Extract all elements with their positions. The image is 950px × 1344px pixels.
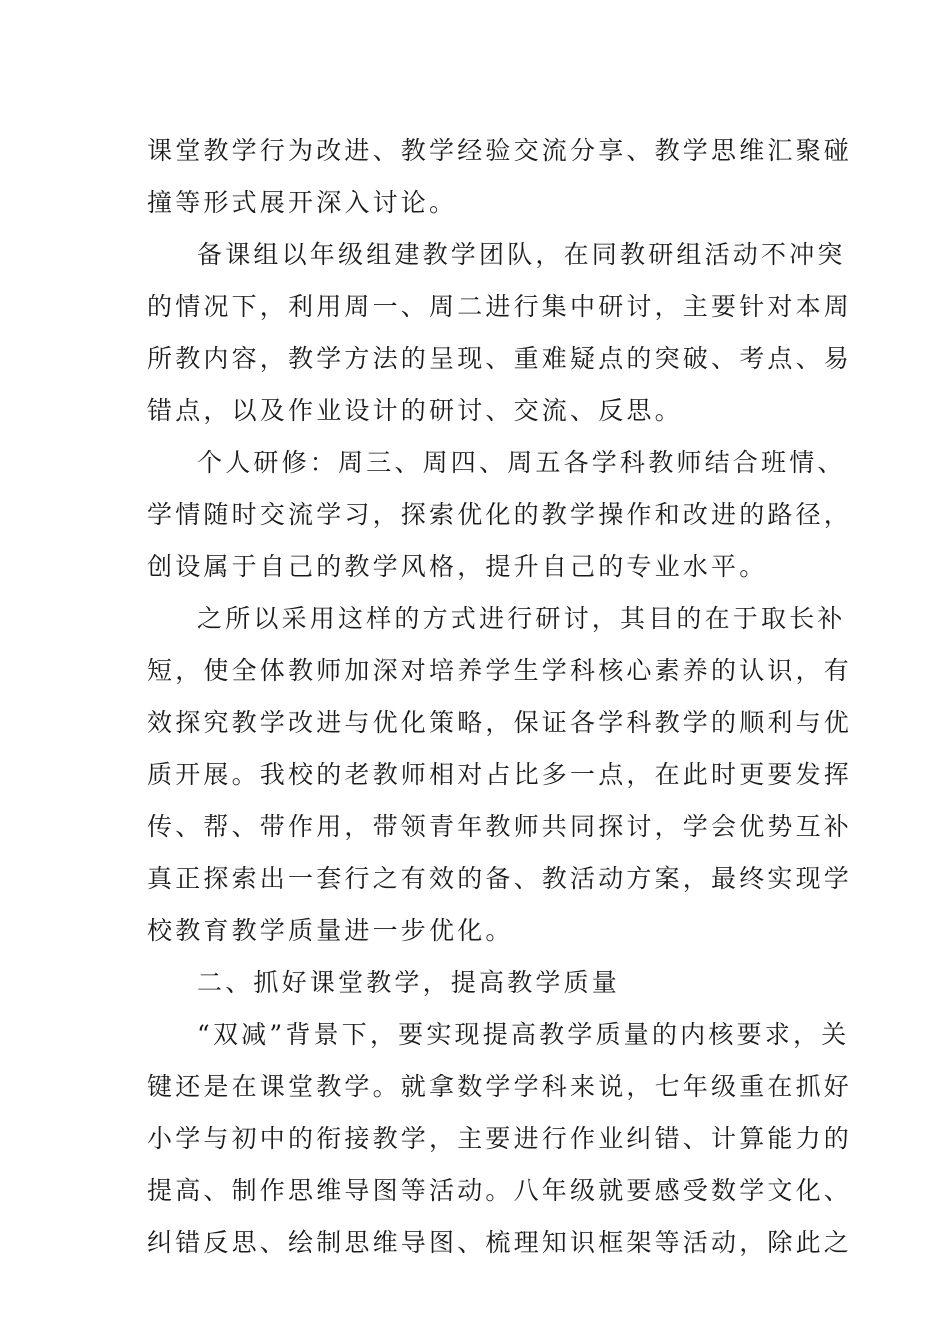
text-line: 效探究教学改进与优化策略，保证各学科教学的顺利与优	[147, 708, 853, 737]
text-line: 键还是在课堂教学。就拿数学学科来说，七年级重在抓好	[147, 1072, 853, 1101]
section-heading: 二、抓好课堂教学，提高教学质量	[197, 968, 621, 997]
paragraph-first-line: “双减”背景下，要实现提高教学质量的内核要求，关	[197, 1020, 850, 1049]
text-line: 传、帮、带作用，带领青年教师共同探讨，学会优势互补	[147, 812, 853, 841]
text-line: 真正探索出一套行之有效的备、教活动方案，最终实现学	[147, 864, 853, 893]
text-line: 错点，以及作业设计的研讨、交流、反思。	[147, 396, 683, 425]
text-line: 短，使全体教师加深对培养学生学科核心素养的认识，有	[147, 656, 853, 685]
text-line: 所教内容，教学方法的呈现、重难疑点的突破、考点、易	[147, 344, 853, 373]
text-line: 提高、制作思维导图等活动。八年级就要感受数学文化、	[147, 1176, 853, 1205]
text-line: 质开展。我校的老教师相对占比多一点，在此时更要发挥	[147, 760, 853, 789]
text-line: 小学与初中的衔接教学，主要进行作业纠错、计算能力的	[147, 1124, 853, 1153]
text-line: 创设属于自己的教学风格，提升自己的专业水平。	[147, 552, 768, 581]
text-line: 学情随时交流学习，探索优化的教学操作和改进的路径，	[147, 500, 853, 529]
paragraph-first-line: 之所以采用这样的方式进行研讨，其目的在于取长补	[197, 604, 846, 633]
paragraph-first-line: 备课组以年级组建教学团队，在同教研组活动不冲突	[197, 240, 846, 269]
text-line: 撞等形式展开深入讨论。	[147, 188, 458, 217]
text-line: 课堂教学行为改进、教学经验交流分享、教学思维汇聚碰	[147, 136, 853, 165]
paragraph-first-line: 个人研修：周三、周四、周五各学科教师结合班情、	[197, 448, 846, 477]
text-line: 纠错反思、绘制思维导图、梳理知识框架等活动，除此之	[147, 1228, 853, 1257]
text-line: 校教育教学质量进一步优化。	[147, 916, 514, 945]
text-line: 的情况下，利用周一、周二进行集中研讨，主要针对本周	[147, 292, 853, 321]
